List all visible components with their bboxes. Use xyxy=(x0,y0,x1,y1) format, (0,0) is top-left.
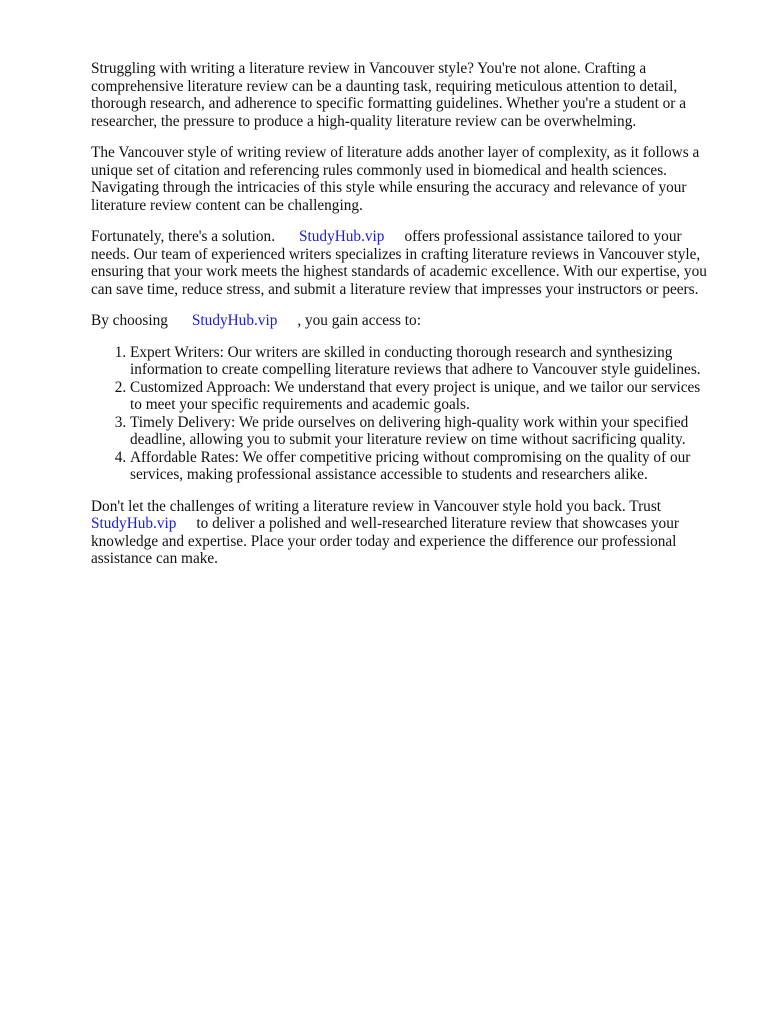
studyhub-link-closing[interactable]: StudyHub.vip xyxy=(91,515,177,532)
list-item: 4. Affordable Rates: We offer competitive pricing without compromising on the quality of our services, making professional assistance accessible to students and researchers alike. xyxy=(130,449,715,484)
solution-text-before: Fortunately, there's a solution. xyxy=(91,228,276,245)
list-item: 2. Customized Approach: We understand that every project is unique, and we tailor our services to meet your specific requirements and academic goals. xyxy=(130,379,715,414)
paragraph-choosing xyxy=(91,312,715,330)
list-item: 3. Timely Delivery: We pride ourselves on delivering high-quality work within your specified deadline, allowing you to submit your literature review on time without sacrificing quality. xyxy=(130,414,715,449)
benefits-list xyxy=(91,344,715,484)
closing-text-after: to deliver a polished and well-researched literature review that showcases your knowledge and expertise. Place your order today and experience the difference our professional assistance can make. xyxy=(91,515,679,567)
document-page xyxy=(91,60,715,582)
paragraph-vancouver-style: The Vancouver style of writing review of literature adds another layer of complexity, as it follows a unique set of citation and referencing rules commonly used in biomedical and health sciences. Navigating through the intricacies of this style while ensuring the accuracy and relevance of your literature review content can be challenging. xyxy=(91,144,700,214)
choosing-text-before: By choosing xyxy=(91,312,168,329)
studyhub-link-solution[interactable]: StudyHub.vip xyxy=(299,228,385,245)
solution-text-after: offers professional assistance tailored to your needs. Our team of experienced writers specializes in crafting literature reviews in Vancouver style, ensuring that your work meets the highest standards of academic excellence. With our expertise, you can save time, reduce stress, and submit a literature review that impresses your instructors or peers. xyxy=(91,228,707,298)
paragraph-closing xyxy=(91,498,715,568)
paragraph-solution xyxy=(91,228,715,298)
closing-text-before: Don't let the challenges of writing a literature review in Vancouver style hold you back. Trust xyxy=(91,497,662,515)
choosing-text-after: , you gain access to: xyxy=(297,312,421,329)
list-item: 1. Expert Writers: Our writers are skilled in conducting thorough research and synthesizing information to create compelling literature reviews that adhere to Vancouver style guidelines. xyxy=(130,344,715,379)
paragraph-intro: Struggling with writing a literature review in Vancouver style? You're not alone. Crafting a comprehensive literature review can be a daunting task, requiring meticulous attention to detail, thorough research, and adherence to specific formatting guidelines. Whether you're a student or a researcher, the pressure to produce a high-quality literature review can be overwhelming. xyxy=(91,60,687,130)
studyhub-link-choosing[interactable]: StudyHub.vip xyxy=(191,312,278,329)
